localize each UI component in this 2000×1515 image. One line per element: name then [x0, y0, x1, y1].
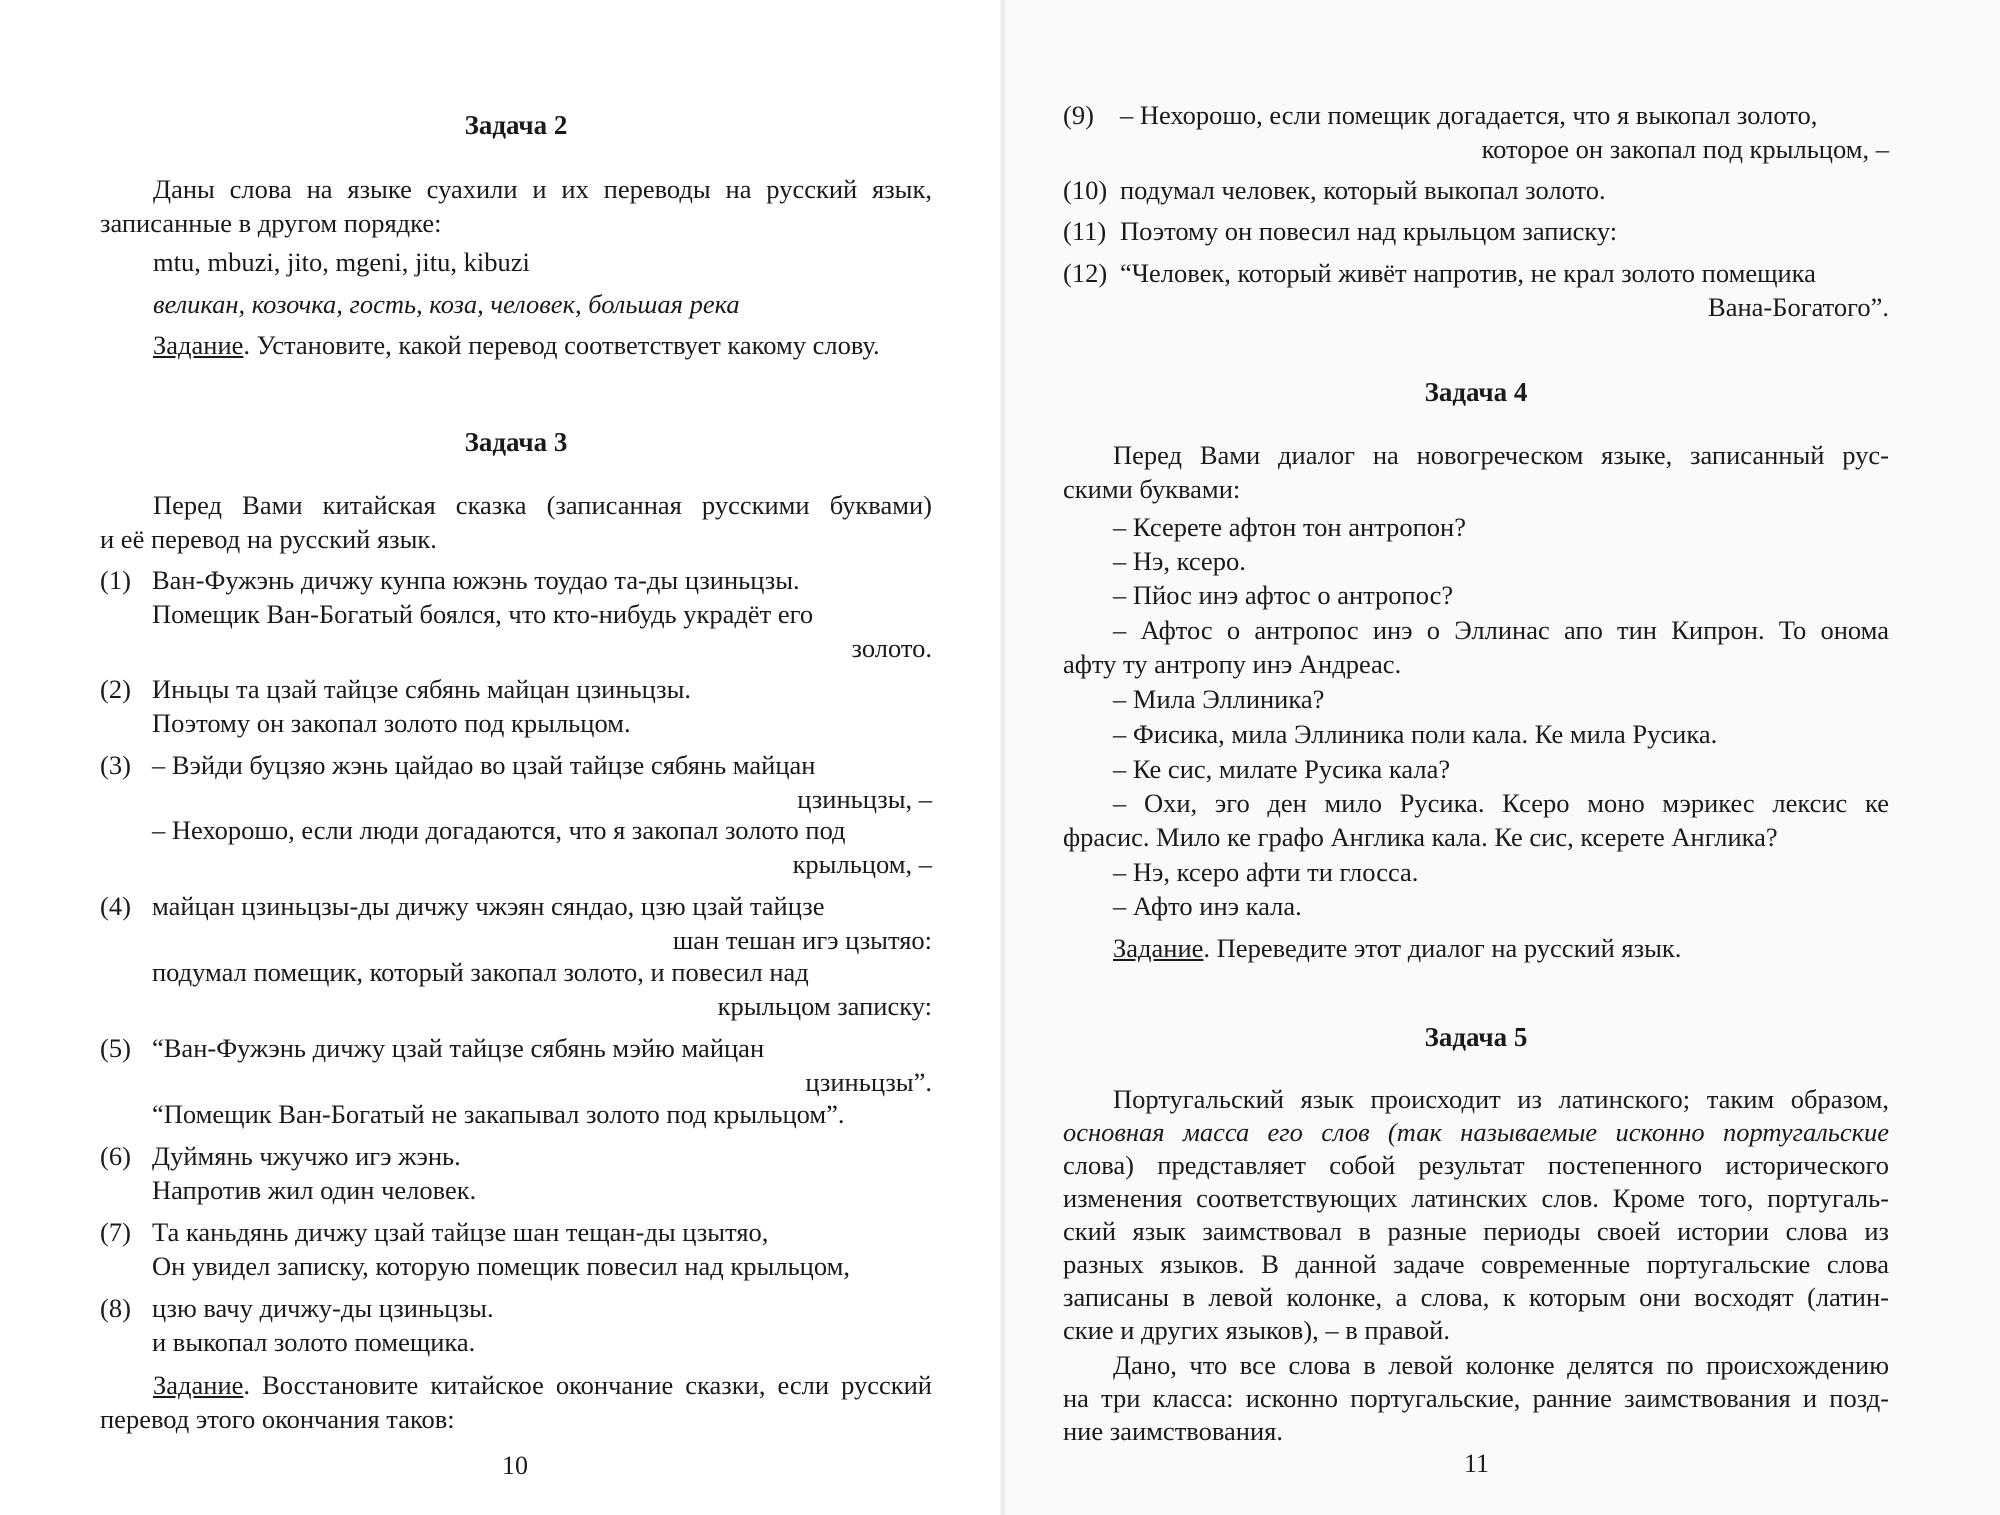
item-number: (6) — [100, 1141, 131, 1171]
task-5-line: ские и других языков), – в правой. — [1063, 1315, 1450, 1345]
item-number: (10) — [1063, 175, 1108, 205]
task-5-title: Задача 5 — [1424, 1022, 1528, 1052]
task-3-title: Задача 3 — [464, 427, 568, 457]
task-5-line: на три класса: исконно португальские, ранние заимствования и позд- — [1063, 1383, 1889, 1413]
chinese-line-continued: цзиньцзы”. — [805, 1067, 932, 1097]
task-4-intro-line-1: Перед Вами диалог на новогреческом языке, записанный рус- — [1113, 440, 1889, 470]
item-number: (12) — [1063, 258, 1108, 288]
chinese-line: Ван-Фужэнь дичжу кунпа южэнь тоудао та-ды цзиньцзы. — [152, 565, 800, 595]
russian-line-continued: которое он закопал под крыльцом, – — [1481, 134, 1889, 164]
item-number: (2) — [100, 674, 131, 704]
task-5-line: изменения соответствующих латинских слов. Кроме того, португаль- — [1063, 1183, 1889, 1213]
russian-line: – Нехорошо, если люди догадаются, что я закопал золото под — [152, 815, 846, 845]
item-number: (1) — [100, 565, 131, 595]
russian-line-continued: крыльцом, – — [792, 849, 932, 879]
item-number: (7) — [100, 1217, 131, 1247]
task-4-title: Задача 4 — [1424, 377, 1528, 407]
chinese-line: майцан цзиньцзы-ды дичжу чжэян сяндао, цзю цзай тайцзе — [152, 891, 825, 921]
page-number-right: 11 — [1464, 1449, 1490, 1478]
task-3-assignment-line-1 — [100, 1368, 932, 1402]
task-5-line: ский язык заимствовал в разные периоды своей истории слова из — [1063, 1216, 1889, 1246]
russian-line: “Человек, который живёт напротив, не крал золото помещика — [1120, 258, 1816, 288]
dialog-line: – Ке сис, милате Русика кала? — [1113, 754, 1451, 784]
russian-line: Поэтому он закопал золото под крыльцом. — [152, 708, 631, 738]
russian-line-continued: золото. — [851, 633, 932, 663]
russian-line-continued: Вана-Богатого”. — [1708, 292, 1889, 322]
task-5-line: ние заимствования. — [1063, 1416, 1283, 1446]
task-3-intro-line-2: и её перевод на русский язык. — [100, 524, 437, 554]
task-5-line: Португальский язык происходит из латинского; таким образом, — [1113, 1084, 1889, 1114]
chinese-line: Иньцы та цзай тайцзе сябянь майцан цзиньцзы. — [152, 674, 692, 704]
russian-line: Он увидел записку, которую помещик повесил над крыльцом, — [152, 1251, 850, 1281]
task-2-intro-line-2: записанные в другом порядке: — [100, 208, 442, 238]
task-5-line: разных языков. В данной задаче современные португальские слова — [1063, 1249, 1889, 1279]
task-2-swahili-words: mtu, mbuzi, jito, mgeni, jitu, kibuzi — [153, 247, 530, 277]
item-number: (5) — [100, 1033, 131, 1063]
item-number: (8) — [100, 1293, 131, 1323]
assignment-text: . Восстановите китайское окончание сказки, если русский — [243, 1370, 932, 1400]
task-2-translations: великан, козочка, гость, коза, человек, большая река — [153, 289, 740, 319]
dialog-line: – Фисика, мила Эллиника поли кала. Ке мила Русика. — [1113, 719, 1718, 749]
chinese-line: Та каньдянь дичжу цзай тайцзе шан тещан-ды цзытяо, — [152, 1217, 769, 1247]
russian-line: “Помещик Ван-Богатый не закапывал золото под крыльцом”. — [152, 1099, 845, 1129]
assignment-label: Задание — [1113, 933, 1204, 963]
dialog-line: – Афтос о антропос инэ о Эллинас апо тин Кипрон. То онома — [1113, 615, 1889, 645]
russian-line: подумал помещик, который закопал золото, и повесил над — [152, 957, 809, 987]
chinese-line: – Вэйди буцзяо жэнь цайдао во цзай тайцзе сябянь майцан — [152, 750, 816, 780]
item-number: (9) — [1063, 100, 1094, 130]
dialog-line: афту ту антропу инэ Андреас. — [1063, 649, 1402, 679]
russian-line: и выкопал золото помещика. — [152, 1327, 476, 1357]
assignment-label: Задание — [153, 330, 244, 360]
task-5-line: основная масса его слов (так называемые исконно португальские — [1063, 1117, 1889, 1147]
russian-line: – Нехорошо, если помещик догадается, что я выкопал золото, — [1120, 100, 1818, 130]
task-4-assignment — [1113, 931, 1681, 965]
russian-line: подумал человек, который выкопал золото. — [1120, 175, 1606, 205]
task-3-intro-line-1: Перед Вами китайская сказка (записанная русскими буквами) — [153, 490, 932, 520]
russian-line: Помещик Ван-Богатый боялся, что кто-нибудь украдёт его — [152, 599, 814, 629]
russian-line: Напротив жил один человек. — [152, 1175, 477, 1205]
task-2-assignment — [153, 328, 880, 362]
task-3-assignment-line-2: перевод этого окончания таков: — [100, 1404, 455, 1434]
chinese-line: Дуймянь чжучжо игэ жэнь. — [152, 1141, 461, 1171]
item-number: (3) — [100, 750, 131, 780]
assignment-label: Задание — [153, 1370, 244, 1400]
task-2-title: Задача 2 — [464, 110, 568, 140]
dialog-line: – Ксерете афтон тон антропон? — [1113, 512, 1466, 542]
dialog-line: – Нэ, ксеро. — [1113, 546, 1246, 576]
dialog-line: – Охи, эго ден мило Русика. Ксеро моно мэрикес лексис ке — [1113, 788, 1889, 818]
dialog-line: фрасис. Мило ке графо Англика кала. Ке сис, ксерете Англика? — [1063, 822, 1778, 852]
dialog-line: – Мила Эллиника? — [1113, 684, 1325, 714]
task-5-line: Дано, что все слова в левой колонке делятся по происхождению — [1113, 1350, 1889, 1380]
dialog-line: – Нэ, ксеро афти ти глосса. — [1113, 857, 1419, 887]
task-2-intro-line-1: Даны слова на языке суахили и их переводы на русский язык, — [153, 174, 932, 204]
russian-line-continued: крыльцом записку: — [717, 991, 932, 1021]
item-number: (4) — [100, 891, 131, 921]
task-5-line: слова) представляет собой результат постепенного исторического — [1063, 1150, 1889, 1180]
chinese-line-continued: шан тешан игэ цзытяо: — [672, 925, 932, 955]
assignment-text: . Установите, какой перевод соответствует какому слову. — [243, 330, 880, 360]
item-number: (11) — [1063, 216, 1107, 246]
page-number-left: 10 — [502, 1451, 528, 1480]
dialog-line: – Афто инэ кала. — [1113, 891, 1302, 921]
russian-line: Поэтому он повесил над крыльцом записку: — [1120, 216, 1618, 246]
assignment-text: . Переведите этот диалог на русский язык. — [1203, 933, 1682, 963]
task-4-intro-line-2: скими буквами: — [1063, 474, 1241, 504]
chinese-line-continued: цзиньцзы, – — [797, 784, 932, 814]
task-5-line: записаны в левой колонке, а слова, к которым они восходят (латин- — [1063, 1282, 1889, 1312]
chinese-line: “Ван-Фужэнь дичжу цзай тайцзе сябянь мэйю майцан — [152, 1033, 765, 1063]
chinese-line: цзю вачу дичжу-ды цзиньцзы. — [152, 1293, 494, 1323]
dialog-line: – Пйос инэ афтос о антропос? — [1113, 580, 1454, 610]
